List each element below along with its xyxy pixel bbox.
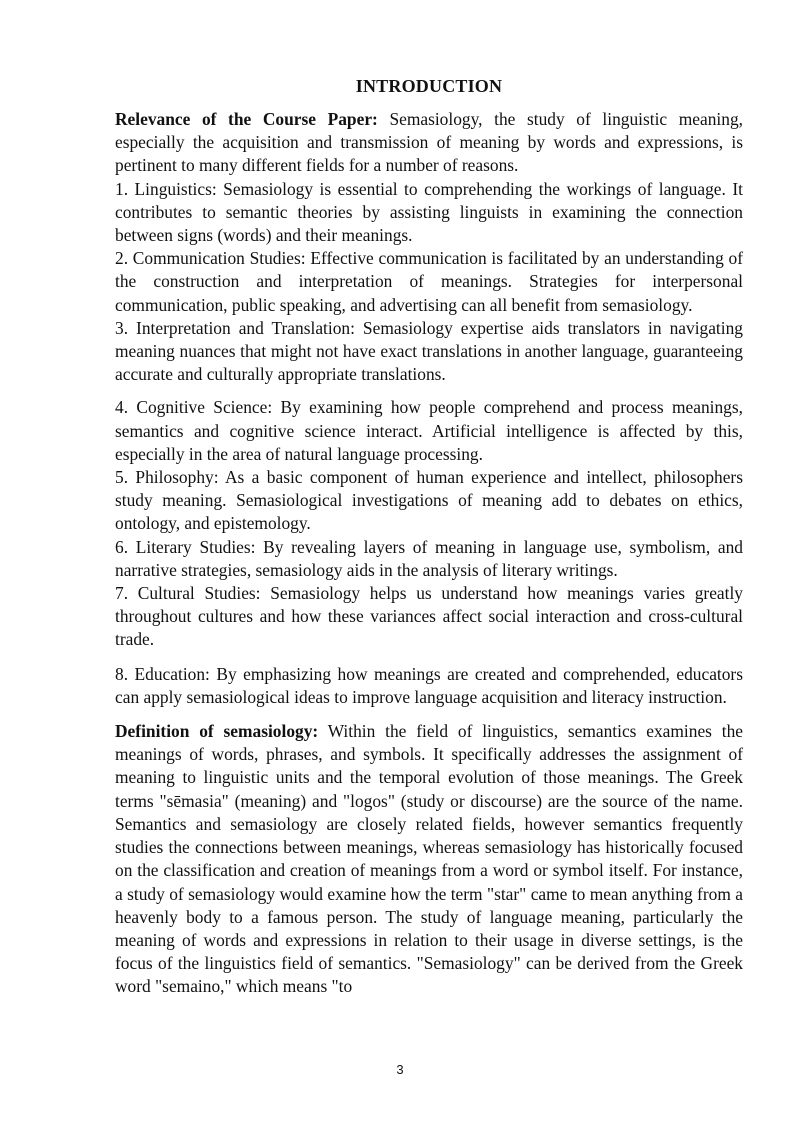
list-item-education: 8. Education: By emphasizing how meanings are created and comprehended, educators can apply semasiological ideas to improve language acquisition and literacy instruction.	[115, 663, 743, 707]
relevance-paragraph	[115, 108, 743, 178]
list-item-cognitive-science: 4. Cognitive Science: By examining how people comprehend and process meanings, semantics and cognitive science interact. Artificial intelligence is affected by this, especially in the area of natural language processing.	[115, 397, 743, 464]
list-item-linguistics: 1. Linguistics: Semasiology is essential to comprehending the workings of language. It contributes to semantic theories by assisting linguists in examining the connection between signs (words) and their meanings.	[115, 178, 743, 246]
definition-paragraph	[115, 720, 743, 998]
list-item-interpretation-translation: 3. Interpretation and Translation: Semasiology expertise aids translators in navigating meaning nuances that might not have exact translations in another language, guaranteeing accurate and culturally appropriate translations.	[115, 317, 743, 385]
list-item-cultural-studies: 7. Cultural Studies: Semasiology helps us understand how meanings varies greatly throughout cultures and how these variances affect social interaction and cross-cultural trade.	[115, 583, 743, 650]
relevance-text: Semasiology, the study of linguistic meaning, especially the acquisition and transmission of meaning by words and expressions, is pertinent to many different fields for a number of reasons.	[115, 109, 743, 176]
page-number: 3	[396, 1062, 404, 1077]
list-item-literary-studies: 6. Literary Studies: By revealing layers of meaning in language use, symbolism, and narrative strategies, semasiology aids in the analysis of literary writings.	[115, 536, 743, 580]
definition-lead: Definition of semasiology:	[115, 721, 319, 742]
page-content	[115, 74, 743, 999]
list-item-philosophy: 5. Philosophy: As a basic component of human experience and intellect, philosophers study meaning. Semasiological investigations of meaning add to debates on ethics, ontology, and epistemology.	[115, 467, 743, 534]
relevance-lead: Relevance of the Course Paper:	[115, 109, 378, 129]
definition-text: Within the field of linguistics, semantics examines the meanings of words, phrases, and symbols. It specifically addresses the assignment of meaning to linguistic units and the temporal evolution of those meanings. The Greek terms "sēmasia" (meaning) and "logos" (study or discourse) are the source of the name. Semantics and semasiology are closely related fields, however semantics frequently studies the connections between meanings, whereas semasiology has historically focused on the classification and creation of meanings from a word or symbol itself. For instance, a study of semasiology would examine how the term "star" came to mean anything from a heavenly body to a famous person. The study of language meaning, particularly the meaning of words and expressions in relation to their usage in diverse settings, is the focus of the linguistics field of semantics. "Semasiology" can be derived from the Greek word "semaino," which means "to	[115, 721, 744, 997]
page-title: INTRODUCTION	[355, 76, 503, 96]
list-item-communication-studies: 2. Communication Studies: Effective communication is facilitated by an understanding of the construction and interpretation of meanings. Strategies for interpersonal communication, public speaking, and advertising can all benefit from semasiology.	[115, 248, 743, 315]
